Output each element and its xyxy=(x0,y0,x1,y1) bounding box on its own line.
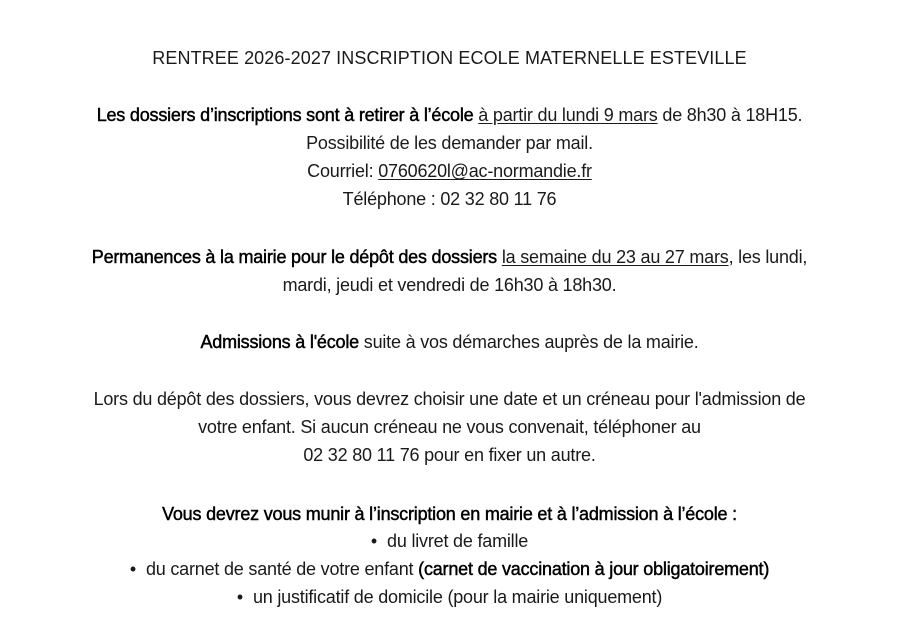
bullet-icon: • xyxy=(236,587,243,607)
list-item-justificatif xyxy=(0,586,899,608)
deposit-line-3: 02 32 80 11 76 pour en fixer un autre. xyxy=(303,445,596,465)
list-item-bold-note: (carnet de vaccination à jour obligatoirement) xyxy=(418,559,770,579)
mail-request-line: Possibilité de les demander par mail. xyxy=(306,133,593,153)
admissions-bold-text: Admissions à l'école xyxy=(200,332,359,352)
deposit-line-2: votre enfant. Si aucun créneau ne vous convenait, téléphoner au xyxy=(198,417,701,437)
list-item-livret xyxy=(0,530,899,552)
email-line xyxy=(0,160,899,182)
permanence-days-text: , les lundi, xyxy=(728,247,808,267)
permanence-hours-line: mardi, jeudi et vendredi de 16h30 à 18h30. xyxy=(282,275,617,295)
deposit-line-1: Lors du dépôt des dossiers, vous devrez choisir une date et un créneau pour l'admission de xyxy=(93,389,806,409)
pickup-hours-text: de 8h30 à 18H15. xyxy=(657,105,803,125)
document-title: RENTREE 2026-2027 INSCRIPTION ECOLE MATERNELLE ESTEVILLE xyxy=(152,48,747,68)
permanence-week-underlined: la semaine du 23 au 27 mars xyxy=(501,247,729,267)
list-item-carnet xyxy=(0,558,899,580)
permanence-bold-text: Permanences à la mairie pour le dépôt des dossiers xyxy=(91,247,497,267)
pickup-line xyxy=(0,104,899,126)
admissions-tail-text: suite à vos démarches auprès de la mairie. xyxy=(358,332,699,352)
list-item-text: du livret de famille xyxy=(387,531,529,551)
pickup-bold-text: Les dossiers d’inscriptions sont à retirer à l’école xyxy=(96,105,474,125)
admissions-line xyxy=(0,331,899,353)
pickup-date-underlined: à partir du lundi 9 mars xyxy=(478,105,658,125)
phone-line: Téléphone : 02 32 80 11 76 xyxy=(342,189,557,209)
documents-heading: Vous devrez vous munir à l’inscription en mairie et à l’admission à l’école : xyxy=(162,504,737,524)
permanence-line xyxy=(0,246,899,268)
bullet-icon: • xyxy=(129,559,136,579)
bullet-icon: • xyxy=(370,531,378,551)
email-label: Courriel: xyxy=(307,161,379,181)
list-item-text: un justificatif de domicile (pour la mairie uniquement) xyxy=(252,587,663,607)
email-link[interactable]: 0760620l@ac-normandie.fr xyxy=(378,161,592,181)
list-item-text: du carnet de santé de votre enfant xyxy=(145,559,414,579)
